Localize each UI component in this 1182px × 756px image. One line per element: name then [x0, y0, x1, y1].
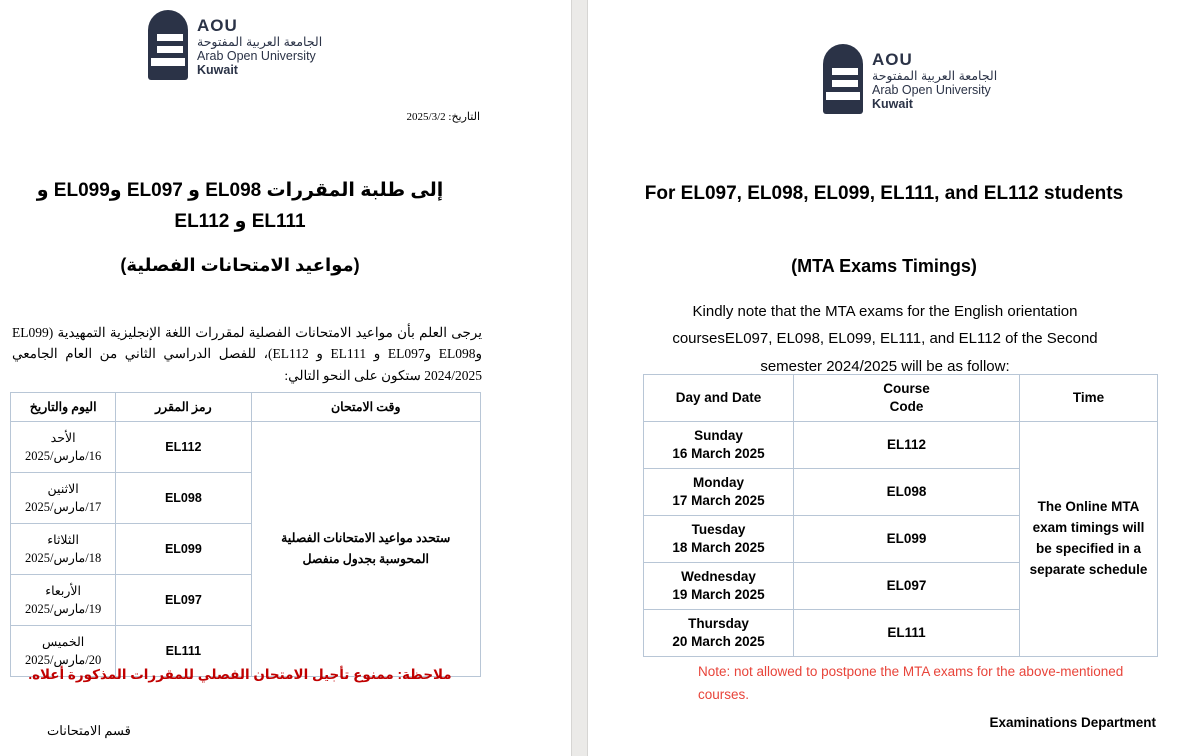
arabic-course-code: EL111	[116, 626, 251, 677]
arabic-course-code: EL097	[116, 575, 251, 626]
english-col-header-day-date: Day and Date	[644, 375, 794, 422]
english-department-footer: Examinations Department	[989, 715, 1156, 730]
table-row	[11, 422, 481, 473]
english-page-title: For EL097, EL098, EL099, EL111, and EL112 students	[644, 182, 1124, 204]
arabic-date: 19/مارس/2025	[24, 602, 102, 616]
page-divider	[571, 0, 588, 756]
english-day-date	[644, 422, 794, 469]
course-header-line1: Course	[883, 380, 930, 396]
logo-bar-bottom-icon	[151, 58, 185, 66]
english-date: 20 March 2025	[672, 634, 765, 649]
arabic-date: 18/مارس/2025	[24, 551, 102, 565]
arabic-day: الثلاثاء	[47, 532, 79, 547]
aou-logo-english	[823, 44, 997, 114]
logo-acronym: AOU	[197, 16, 238, 35]
arabic-day: الأربعاء	[45, 583, 82, 598]
course-header-line2: Code	[889, 399, 924, 414]
english-date: 19 March 2025	[672, 587, 765, 602]
table-header-row	[11, 393, 481, 422]
table-row	[644, 422, 1158, 469]
english-day-date	[644, 516, 794, 563]
english-course-code: EL099	[794, 516, 1020, 563]
logo-acronym: AOU	[872, 50, 913, 69]
arabic-date-line: التاريخ: 2025/3/2	[406, 111, 480, 123]
arabic-day-date	[11, 473, 116, 524]
logo-bar-middle-icon	[157, 46, 183, 53]
logo-branch: Kuwait	[872, 97, 913, 112]
logo-bar-top-icon	[157, 34, 183, 41]
english-course-code: EL112	[794, 422, 1020, 469]
arabic-date: 16/مارس/2025	[24, 449, 102, 463]
english-date: 16 March 2025	[672, 446, 765, 461]
arabic-exam-schedule-table	[10, 392, 481, 677]
aou-logo-mark-icon	[148, 10, 188, 80]
arabic-warning-note: ملاحظة: ممنوع تأجيل الامتحان الفصلي للمقررات المذكورة أعلاه.	[28, 667, 452, 682]
logo-branch: Kuwait	[197, 63, 238, 78]
arabic-col-header-course-code: رمز المقرر	[116, 393, 251, 422]
english-day-date	[644, 610, 794, 657]
english-body-paragraph: Kindly note that the MTA exams for the English orientation coursesEL097, EL098, EL099, EL111, and EL112 of the Second semester 2024/2025 will be as follow:	[672, 303, 1098, 375]
arabic-page-title: إلى طلبة المقررات EL098 و EL097 وEL099 و EL111 و EL112	[36, 179, 444, 233]
english-day: Thursday	[688, 615, 749, 631]
english-date: 18 March 2025	[672, 540, 765, 555]
logo-bar-top-icon	[832, 68, 858, 75]
arabic-col-header-time: وقت الامتحان	[251, 393, 480, 422]
english-date: 17 March 2025	[672, 493, 765, 508]
english-day: Sunday	[694, 427, 743, 443]
logo-text-block	[197, 10, 322, 77]
english-course-code: EL097	[794, 563, 1020, 610]
english-exam-schedule-table	[643, 374, 1158, 657]
arabic-day: الخميس	[41, 634, 85, 649]
aou-logo-arabic	[148, 10, 322, 80]
english-course-code: EL098	[794, 469, 1020, 516]
english-course-code: EL111	[794, 610, 1020, 657]
arabic-day: الاثنين	[47, 481, 79, 496]
english-day: Tuesday	[691, 521, 746, 537]
arabic-course-code: EL099	[116, 524, 251, 575]
arabic-body-paragraph: يرجى العلم بأن مواعيد الامتحانات الفصلية لمقررات اللغة الإنجليزية التمهيدية (EL099 وEL098 وEL097 و EL111 و EL112)، للفصل الدراسي الثاني من العام الجامعي 2024/2025 ستكون على النحو التالي:	[12, 324, 482, 384]
english-announcement-page	[588, 0, 1182, 756]
arabic-course-code: EL098	[116, 473, 251, 524]
english-day-date	[644, 563, 794, 610]
logo-bar-bottom-icon	[826, 92, 860, 100]
arabic-day: الأحد	[50, 430, 76, 445]
logo-arabic-name: الجامعة العربية المفتوحة	[872, 69, 998, 84]
english-day-date	[644, 469, 794, 516]
english-col-header-course-code	[794, 375, 1020, 422]
arabic-course-code: EL112	[116, 422, 251, 473]
arabic-date: 17/مارس/2025	[24, 500, 102, 514]
arabic-col-header-day-date: اليوم والتاريخ	[11, 393, 116, 422]
arabic-merged-time-note: ستحدد مواعيد الامتحانات الفصلية المحوسبة بجدول منفصل	[251, 422, 480, 677]
arabic-day-date	[11, 524, 116, 575]
aou-logo-mark-icon	[823, 44, 863, 114]
table-header-row	[644, 375, 1158, 422]
arabic-department-footer: قسم الامتحانات	[47, 723, 131, 738]
logo-arabic-name: الجامعة العربية المفتوحة	[197, 35, 323, 50]
logo-english-name: Arab Open University	[197, 49, 316, 64]
logo-text-block	[872, 44, 997, 111]
english-merged-time-note: The Online MTA exam timings will be specified in a separate schedule	[1020, 422, 1158, 657]
arabic-page-subtitle: (مواعيد الامتحانات الفصلية)	[120, 254, 360, 275]
arabic-date: 20/مارس/2025	[24, 653, 102, 667]
logo-bar-middle-icon	[832, 80, 858, 87]
arabic-announcement-page	[0, 0, 571, 756]
english-page-subtitle: (MTA Exams Timings)	[791, 255, 977, 276]
english-day: Wednesday	[681, 568, 756, 584]
english-col-header-time: Time	[1020, 375, 1158, 422]
logo-english-name: Arab Open University	[872, 83, 991, 98]
arabic-day-date	[11, 422, 116, 473]
english-warning-note: Note: not allowed to postpone the MTA exams for the above-mentioned courses.	[698, 664, 1124, 703]
english-day: Monday	[692, 474, 744, 490]
arabic-day-date	[11, 575, 116, 626]
